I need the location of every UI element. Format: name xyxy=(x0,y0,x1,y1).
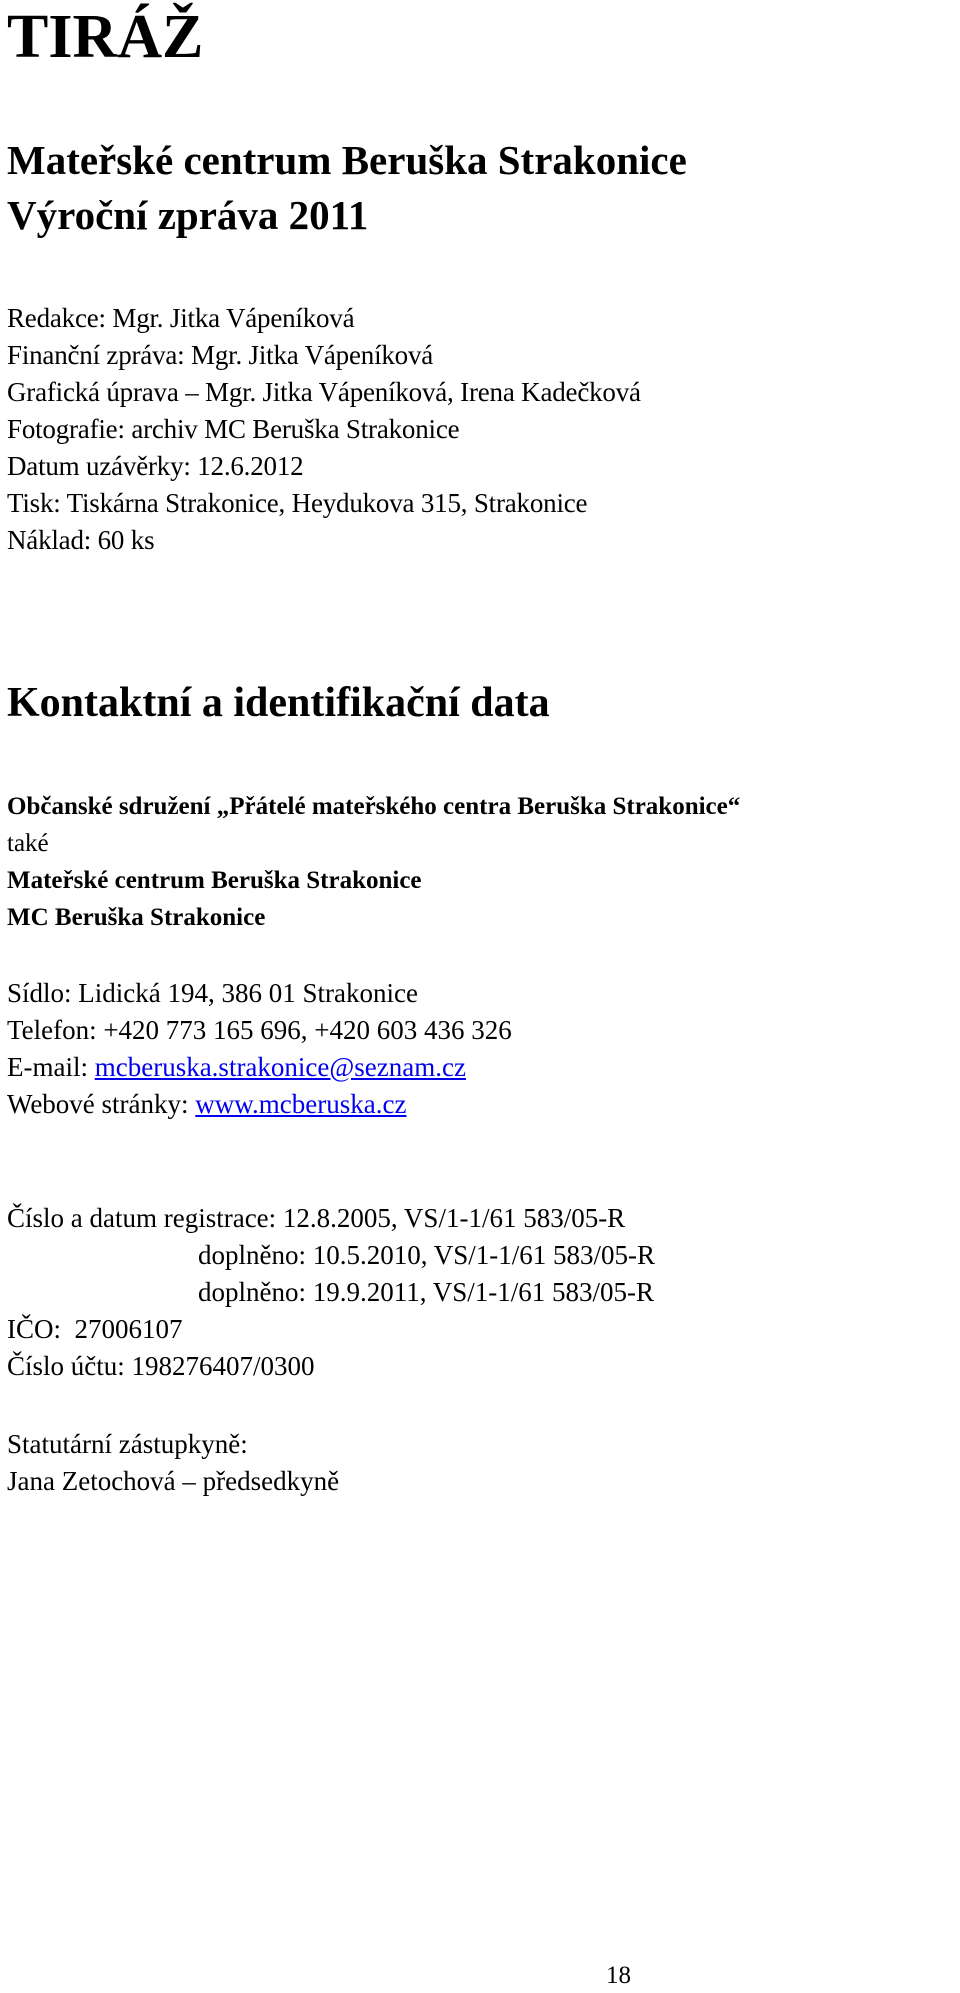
colophon-closing-date: Datum uzávěrky: 12.6.2012 xyxy=(7,451,304,481)
org-name-full: Občanské sdružení „Přátelé mateřského centra Beruška Strakonice“ xyxy=(7,793,741,820)
colophon-editor: Redakce: Mgr. Jitka Vápeníková xyxy=(7,303,355,333)
email-link[interactable]: mcberuska.strakonice@seznam.cz xyxy=(94,1052,466,1082)
bank-account: Číslo účtu: 198276407/0300 xyxy=(7,1351,315,1381)
website-link[interactable]: www.mcberuska.cz xyxy=(195,1089,407,1119)
statutory-name: Jana Zetochová – předsedkyně xyxy=(7,1466,340,1496)
registration-line3: doplněno: 19.9.2011, VS/1-1/61 583/05-R xyxy=(198,1277,655,1307)
email-line xyxy=(7,1054,466,1081)
website-line xyxy=(7,1091,406,1118)
email-prefix: E-mail: xyxy=(7,1052,95,1082)
statutory-label: Statutární zástupkyně: xyxy=(7,1429,248,1459)
subtitle-report: Výroční zpráva 2011 xyxy=(7,192,369,238)
address: Sídlo: Lidická 194, 386 01 Strakonice xyxy=(7,978,418,1008)
colophon-financial-report: Finanční zpráva: Mgr. Jitka Vápeníková xyxy=(7,340,434,370)
colophon-photography: Fotografie: archiv MC Beruška Strakonice xyxy=(7,414,460,444)
colophon-graphic-design: Grafická úprava – Mgr. Jitka Vápeníková, Irena Kadečková xyxy=(7,377,641,407)
page-title: TIRÁŽ xyxy=(7,3,204,71)
registration-line1: Číslo a datum registrace: 12.8.2005, VS/1-1/61 583/05-R xyxy=(7,1203,626,1233)
contact-section-heading: Kontaktní a identifikační data xyxy=(7,680,550,726)
org-name-alt1: Mateřské centrum Beruška Strakonice xyxy=(7,867,422,894)
subtitle-organization: Mateřské centrum Beruška Strakonice xyxy=(7,137,687,183)
registration-line2: doplněno: 10.5.2010, VS/1-1/61 583/05-R xyxy=(198,1240,656,1270)
website-prefix: Webové stránky: xyxy=(7,1089,196,1119)
colophon-print: Tisk: Tiskárna Strakonice, Heydukova 315, Strakonice xyxy=(7,488,588,518)
phone: Telefon: +420 773 165 696, +420 603 436 326 xyxy=(7,1015,512,1045)
ico: IČO: 27006107 xyxy=(7,1314,183,1344)
colophon-circulation: Náklad: 60 ks xyxy=(7,525,155,555)
org-also-label: také xyxy=(7,830,49,857)
org-name-alt2: MC Beruška Strakonice xyxy=(7,904,266,931)
page-number: 18 xyxy=(606,1962,631,1989)
